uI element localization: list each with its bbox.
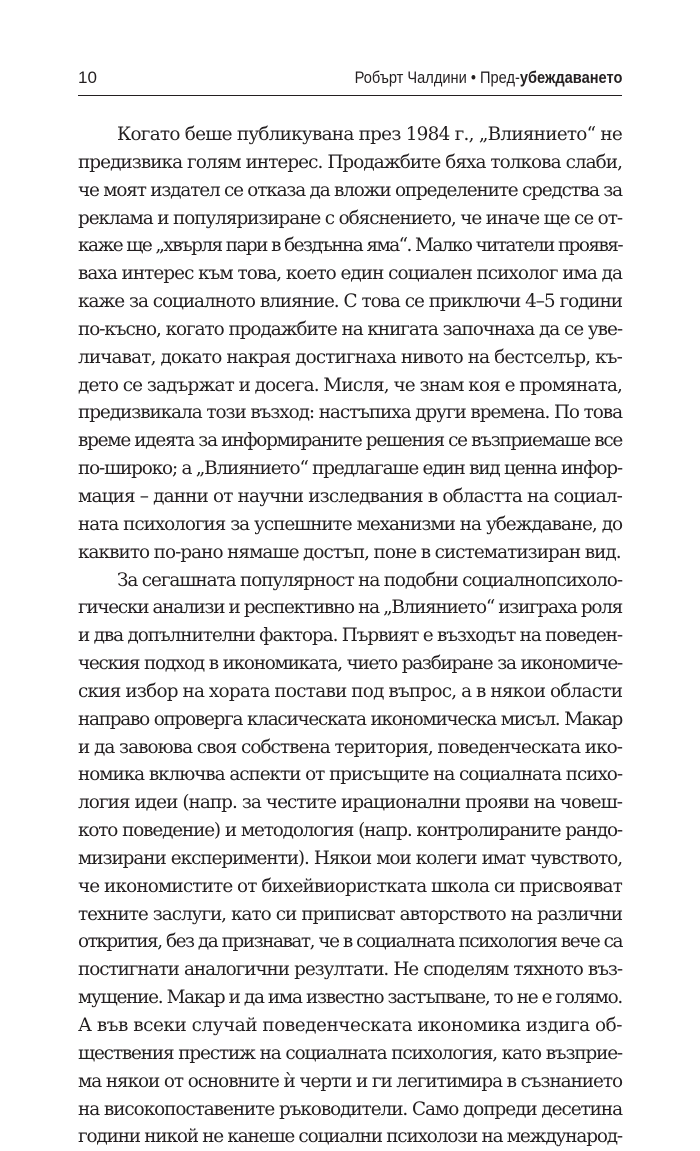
- text-line: техните заслуги, като си приписват авторството на различни: [78, 901, 622, 929]
- text-line: и да завоюва своя собствена територия, поведенческата ико-: [78, 734, 622, 762]
- text-line: ществения престиж на социалната психология, като възприе-: [78, 1040, 622, 1068]
- text-line: номика включва аспекти от присъщите на социалната психо-: [78, 761, 622, 789]
- text-line: по-късно, когато продажбите на книгата започнаха да се уве-: [78, 316, 622, 344]
- text-line: кото поведение) и методология (напр. контролираните рандо-: [78, 817, 622, 845]
- text-line: и два допълнителни фактора. Първият е възходът на поведен-: [78, 622, 622, 650]
- book-title-bold: убеждаването: [520, 68, 622, 87]
- text-line: че икономистите от бихейвиористката школа си присвояват: [78, 873, 622, 901]
- text-line: логия идеи (напр. за честите ирационални прояви на човеш-: [78, 789, 622, 817]
- paragraph: [78, 121, 622, 567]
- text-line: реклама и популяризиране с обяснението, че иначе ще се от-: [78, 205, 622, 233]
- text-line: каже ще „хвърля пари в бездънна яма“. Малко читатели проявя-: [78, 232, 622, 260]
- running-header: [78, 67, 622, 93]
- text-line: че моят издател се отказа да вложи определените средства за: [78, 177, 622, 205]
- text-line: ваха интерес към това, което един социален психолог има да: [78, 260, 622, 288]
- text-line: на високопоставените ръководители. Само допреди десетина: [78, 1096, 622, 1124]
- text-line: ната психология за успешните механизми на убеждаване, до: [78, 511, 622, 539]
- text-line: гически анализи и респективно на „Влиянието“ изиграха роля: [78, 594, 622, 622]
- text-line: каквито по-рано нямаше достъп, поне в систематизиран вид.: [78, 539, 622, 567]
- book-title-prefix: Пред-: [480, 68, 520, 87]
- paragraph: [78, 567, 622, 1151]
- text-line: А във всеки случай поведенческата икономика издига об-: [78, 1012, 622, 1040]
- text-line: Когато беше публикувана през 1984 г., „Влиянието“ не: [78, 121, 622, 149]
- text-line: направо опроверга класическата икономическа мисъл. Макар: [78, 706, 622, 734]
- author-name: Робърт Чалдини: [354, 68, 466, 87]
- text-line: мизирани експерименти). Някои мои колеги имат чувството,: [78, 845, 622, 873]
- text-line: дето се задържат и досега. Мисля, че знам коя е промяната,: [78, 372, 622, 400]
- text-line: ма някои от основните ѝ черти и ги легитимира в съзнанието: [78, 1068, 622, 1096]
- text-line: ческия подход в икономиката, чието разбиране за икономиче-: [78, 650, 622, 678]
- text-line: предизвика голям интерес. Продажбите бяха толкова слаби,: [78, 149, 622, 177]
- text-line: години никой не канеше социални психолози на международ-: [78, 1123, 622, 1151]
- separator-bullet: •: [470, 68, 475, 87]
- text-line: постигнати аналогични резултати. Не споделям тяхното въз-: [78, 956, 622, 984]
- page-number: 10: [78, 67, 97, 89]
- running-head: [354, 67, 622, 89]
- text-line: каже за социалното влияние. С това се приключи 4–5 години: [78, 288, 622, 316]
- text-line: време идеята за информираните решения се възприемаше все: [78, 427, 622, 455]
- text-line: За сегашната популярност на подобни социалнопсихоло-: [78, 567, 622, 595]
- text-line: предизвикала този възход: настъпиха други времена. По това: [78, 399, 622, 427]
- body-text: [78, 121, 622, 1151]
- text-line: мация – данни от научни изследвания в областта на социал-: [78, 483, 622, 511]
- text-line: по-широко; а „Влиянието“ предлагаше един вид ценна инфор-: [78, 455, 622, 483]
- text-line: личават, докато накрая достигнаха нивото на бестселър, къ-: [78, 344, 622, 372]
- text-line: открития, без да признават, че в социалната психология вече са: [78, 928, 622, 956]
- header-rule: [78, 95, 622, 96]
- text-line: мущение. Макар и да има известно застъпване, то не е голямо.: [78, 984, 622, 1012]
- text-line: ския избор на хората постави под въпрос, а в някои области: [78, 678, 622, 706]
